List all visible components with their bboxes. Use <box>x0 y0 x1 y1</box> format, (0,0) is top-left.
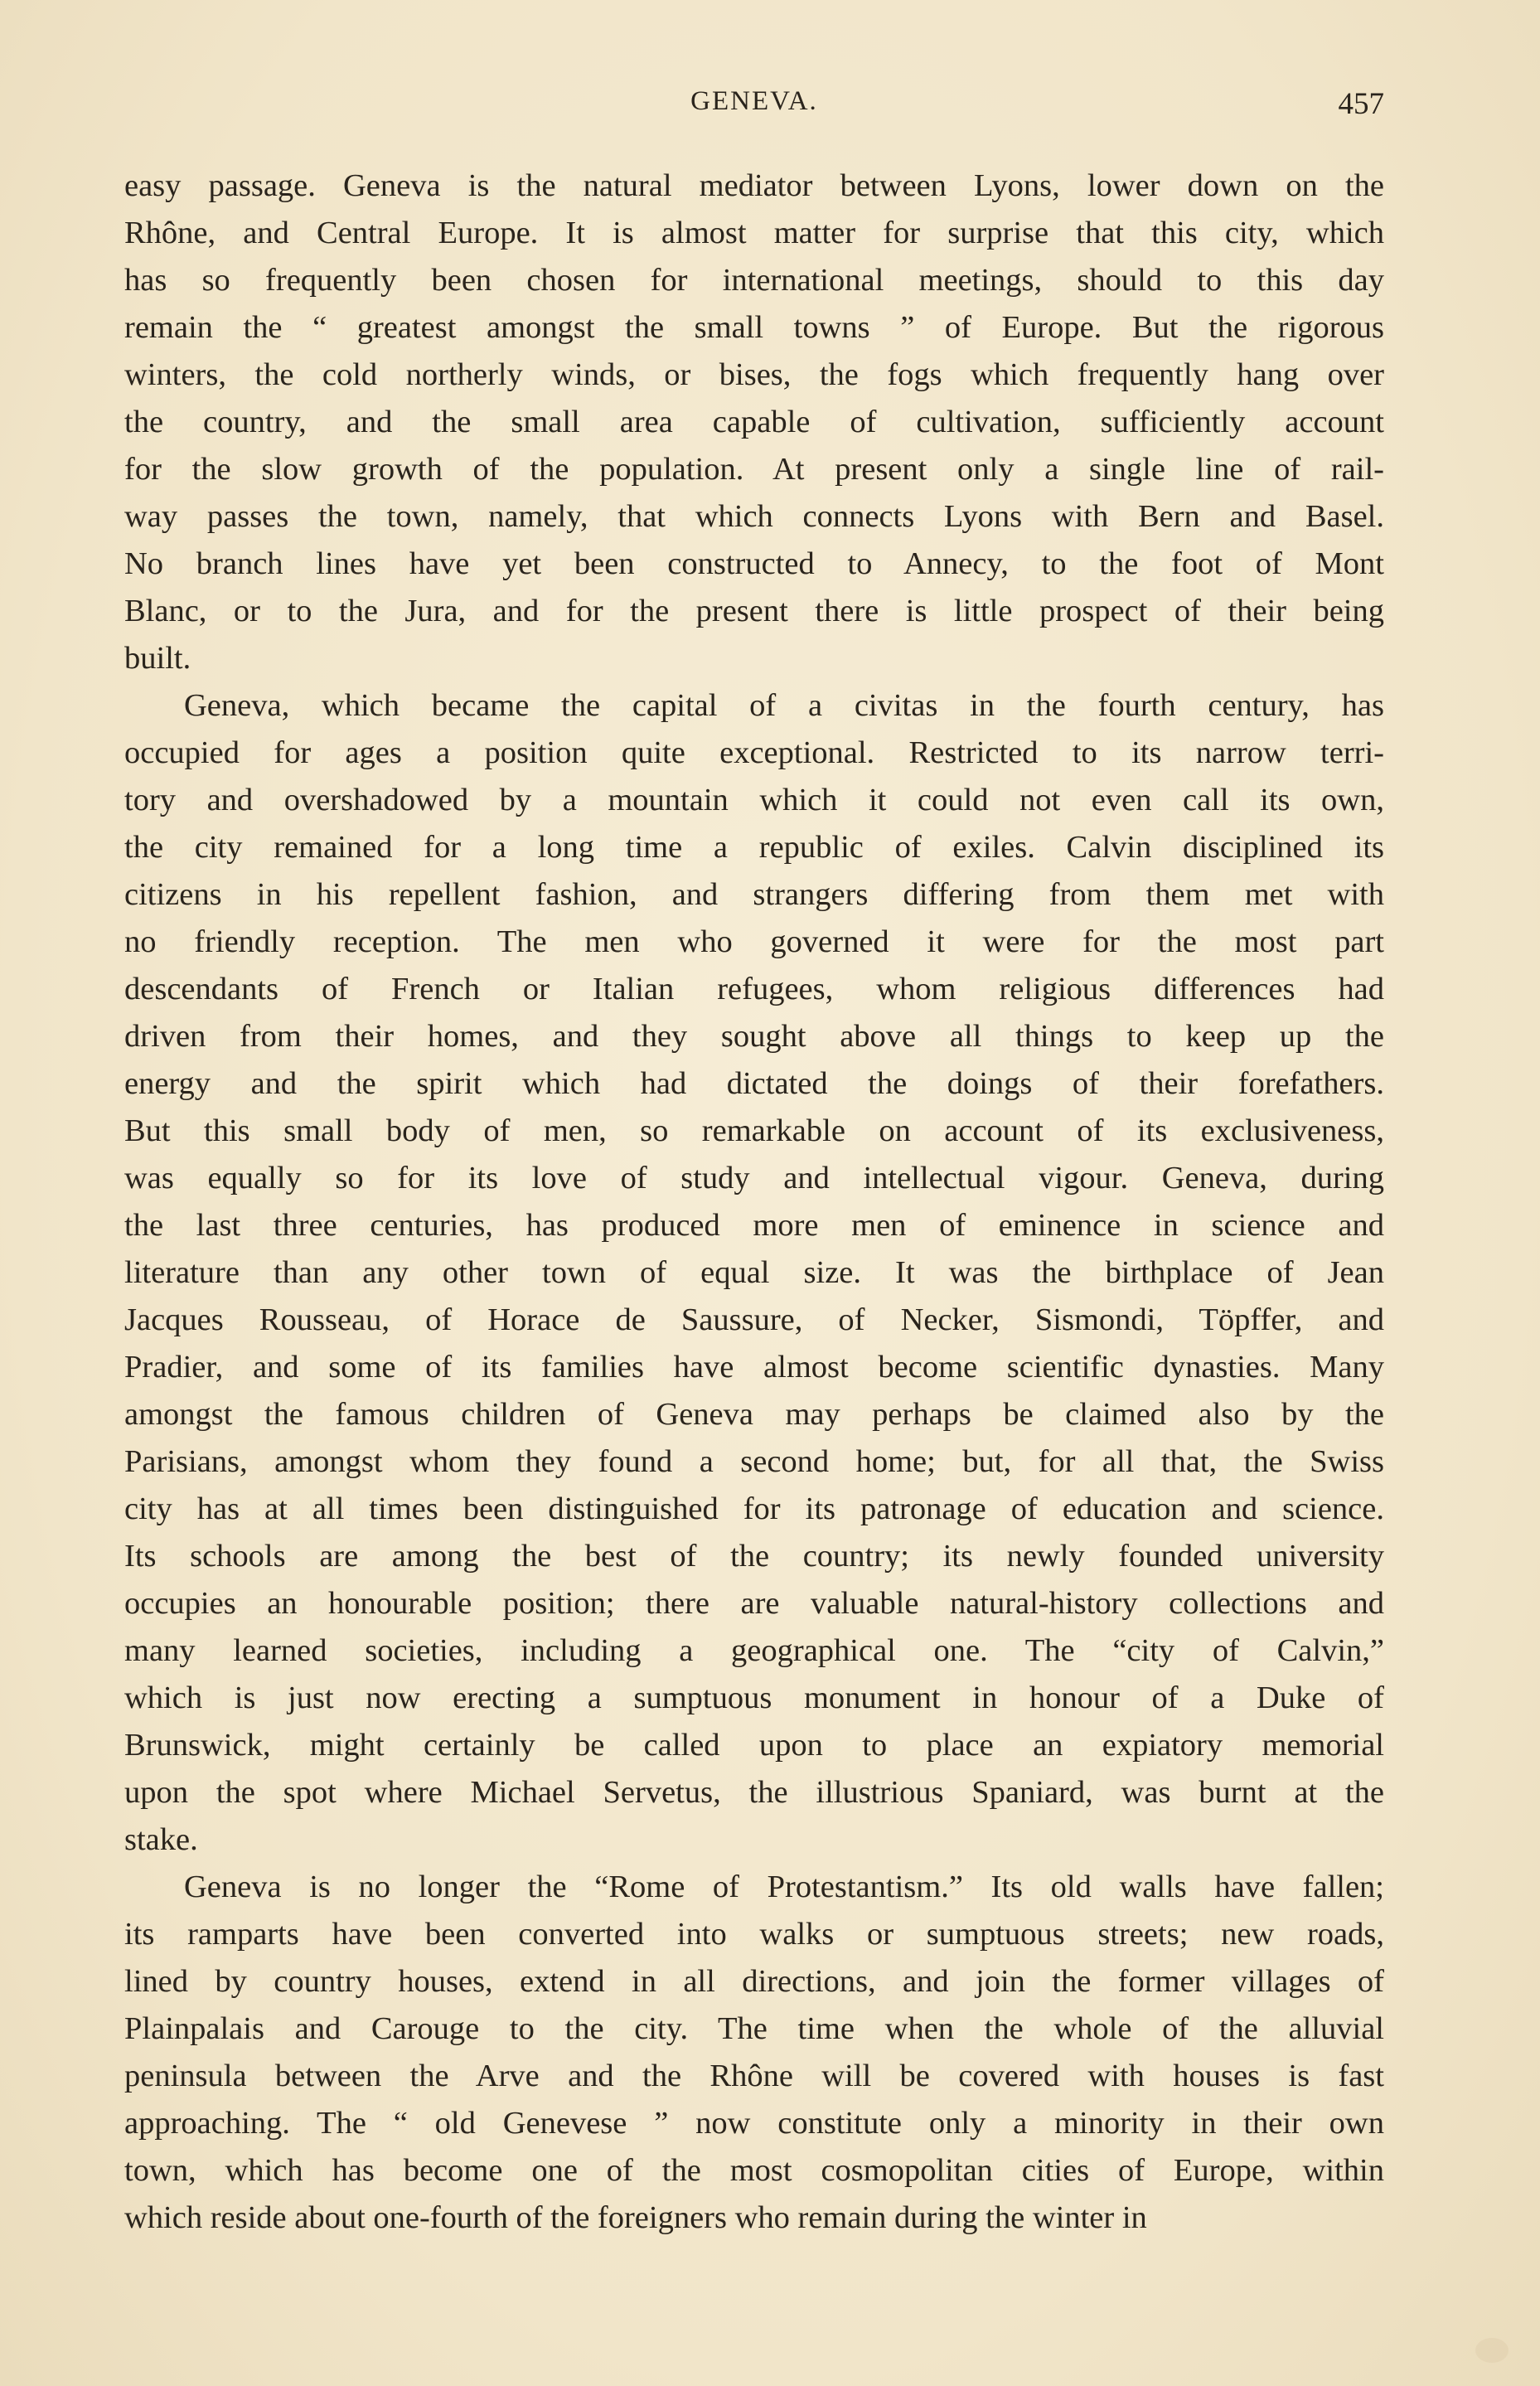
text-line: Geneva is no longer the “Rome of Protestantism.” Its old walls have fallen; <box>184 1870 1384 1904</box>
body-text <box>124 162 1384 2242</box>
text-line: peninsula between the Arve and the Rhône will be covered with houses is fast <box>124 2059 1384 2093</box>
text-line: way passes the town, namely, that which connects Lyons with Bern and Basel. <box>124 499 1384 534</box>
text-line: Jacques Rousseau, of Horace de Saussure, of Necker, Sismondi, Töpffer, and <box>124 1302 1384 1337</box>
text-line: driven from their homes, and they sought above all things to keep up the <box>124 1019 1384 1054</box>
text-line: Brunswick, might certainly be called upon to place an expiatory memorial <box>124 1728 1384 1763</box>
text-line: approaching. The “ old Genevese ” now constitute only a minority in their own <box>124 2106 1384 2141</box>
text-line: Pradier, and some of its families have almost become scientific dynasties. Many <box>124 1350 1384 1385</box>
text-line: was equally so for its love of study and intellectual vigour. Geneva, during <box>124 1161 1384 1195</box>
text-line: lined by country houses, extend in all directions, and join the former villages of <box>124 1964 1384 1999</box>
text-line: occupied for ages a position quite exceptional. Restricted to its narrow terri- <box>124 735 1384 770</box>
paragraph <box>124 162 1384 682</box>
running-head: GENEVA. <box>690 86 818 116</box>
text-line: stake. <box>124 1822 198 1857</box>
text-line: Its schools are among the best of the country; its newly founded university <box>124 1539 1384 1574</box>
text-line: tory and overshadowed by a mountain which it could not even call its own, <box>124 783 1384 817</box>
text-line: its ramparts have been converted into walks or sumptuous streets; new roads, <box>124 1917 1384 1952</box>
text-line: But this small body of men, so remarkable on account of its exclusiveness, <box>124 1113 1384 1148</box>
text-line: has so frequently been chosen for international meetings, should to this day <box>124 263 1384 298</box>
text-line: the country, and the small area capable of cultivation, sufficiently account <box>124 405 1384 439</box>
text-line: the city remained for a long time a republic of exiles. Calvin disciplined its <box>124 830 1384 865</box>
paragraph <box>124 1864 1384 2242</box>
text-line: no friendly reception. The men who governed it were for the most part <box>124 924 1384 959</box>
text-line: Parisians, amongst whom they found a second home; but, for all that, the Swiss <box>124 1444 1384 1479</box>
text-line: Rhône, and Central Europe. It is almost matter for surprise that this city, which <box>124 216 1384 250</box>
text-line: winters, the cold northerly winds, or bises, the fogs which frequently hang over <box>124 357 1384 392</box>
text-line: city has at all times been distinguished for its patronage of education and science. <box>124 1491 1384 1526</box>
text-line: Plainpalais and Carouge to the city. The time when the whole of the alluvial <box>124 2011 1384 2046</box>
page-header <box>124 86 1384 128</box>
text-line: literature than any other town of equal size. It was the birthplace of Jean <box>124 1255 1384 1290</box>
text-line: easy passage. Geneva is the natural mediator between Lyons, lower down on the <box>124 168 1384 203</box>
text-line: citizens in his repellent fashion, and strangers differing from them met with <box>124 877 1384 912</box>
page-number: 457 <box>1338 87 1384 121</box>
text-line: remain the “ greatest amongst the small towns ” of Europe. But the rigorous <box>124 310 1384 345</box>
text-line: Blanc, or to the Jura, and for the present there is little prospect of their being <box>124 594 1384 628</box>
paper-stain <box>1475 2338 1509 2363</box>
text-line: Geneva, which became the capital of a civitas in the fourth century, has <box>184 688 1384 723</box>
text-line: amongst the famous children of Geneva may perhaps be claimed also by the <box>124 1397 1384 1432</box>
paragraph <box>124 682 1384 1864</box>
text-line: for the slow growth of the population. At present only a single line of rail- <box>124 452 1384 487</box>
text-line: which reside about one-fourth of the foreigners who remain during the winter in <box>124 2200 1147 2235</box>
text-line: occupies an honourable position; there are valuable natural-history collections and <box>124 1586 1384 1621</box>
text-line: which is just now erecting a sumptuous monument in honour of a Duke of <box>124 1680 1384 1715</box>
text-line: the last three centuries, has produced more men of eminence in science and <box>124 1208 1384 1243</box>
text-line: many learned societies, including a geographical one. The “city of Calvin,” <box>124 1633 1384 1668</box>
text-line: upon the spot where Michael Servetus, the illustrious Spaniard, was burnt at the <box>124 1775 1384 1810</box>
text-line: built. <box>124 641 191 676</box>
text-line: No branch lines have yet been constructed to Annecy, to the foot of Mont <box>124 546 1384 581</box>
text-line: town, which has become one of the most cosmopolitan cities of Europe, within <box>124 2153 1384 2188</box>
text-line: descendants of French or Italian refugees, whom religious differences had <box>124 972 1384 1006</box>
text-line: energy and the spirit which had dictated the doings of their forefathers. <box>124 1066 1384 1101</box>
